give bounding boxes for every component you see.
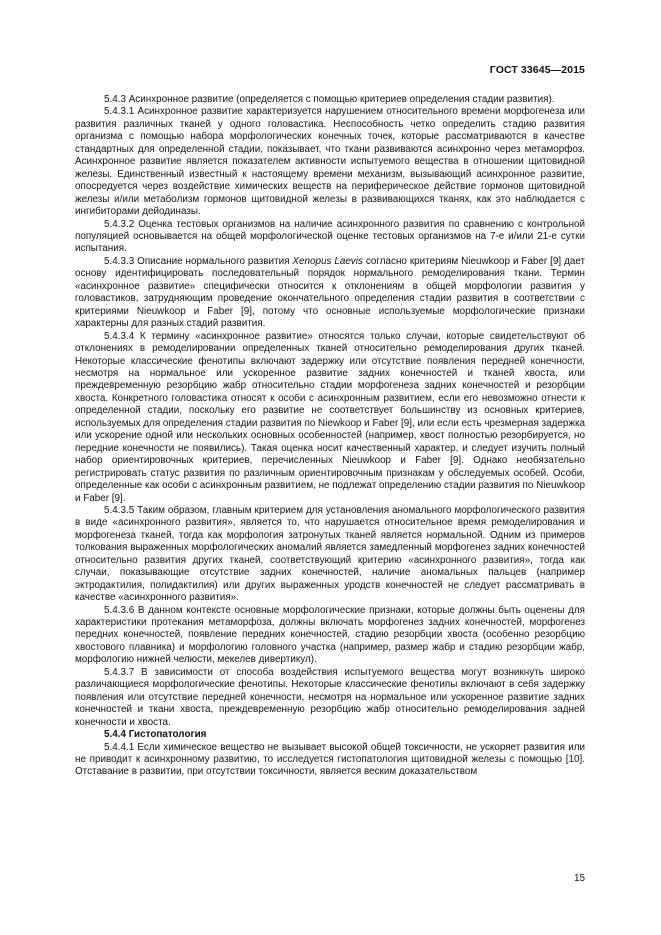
paragraph-5-4-3-4: 5.4.3.4 К термину «асинхронное развитие» относятся только случаи, которые свидетельствуют об отклонениях в ремоделировании определенных тканей относительно ремоделирования других тканей. Некоторые классические фенотипы включают задержку или отсутствие появления передней конечности, несмотря на нормальное или ускоренное развитие задних конечностей и тканей хвоста, или преждевременную резорбцию жабр относительно стадии морфогенеза задних конечностей и резорбции хвоста. Конкретного головастика относят к особи с асинхронным развитием, если его невозможно отнести к определенной стадии, поскольку его развитие не соответствует большинству из основных критериев, используемых для определения стадии развития по Niewkoop и Faber [9], или если есть чрезмерная задержка или ускорение одной или нескольких основных особенностей (например, хвост полностью резорбируется, но передние конечности не появились). Такая оценка носит качественный характер, и следует изучить полный набор ориентировочных критериев, перечисленных Nieuwkoop и Faber [9]. Однако необязательно регистрировать статус развития по различным ориентировочным признакам у обследуемых особей. Особи, определенные как особи с асинхронным развитием, не подлежат определению стадии развития по Nieuwkoop и Faber [9]. [75,330,585,504]
paragraph-5-4-3-5: 5.4.3.5 Таким образом, главным критерием для установления аномального морфологического развития в виде «асинхронного развития», является то, что нарушается относительное время ремоделирования и морфогенеза тканей, тогда как морфология затронутых тканей является нормальной. Одним из примеров толкования выраженных морфологических аномалий является замедленный морфогенез задних конечностей относительно развития других тканей, соответствующий критерию «асинхронного развития», тогда как случаи, показывающие отсутствие задних конечностей, наличие аномальных пальцев (например эктродактилия, полидактилия) или других выраженных уродств конечностей не следует рассматривать в качестве «асинхронного развития». [75,504,585,604]
section-heading-histopathology: 5.4.4 Гистопатология [104,729,207,741]
paragraph-5-4-3-2: 5.4.3.2 Оценка тестовых организмов на наличие асинхронного развития по сравнению с контрольной популяцией основывается на общей морфологической оценке тестовых организмов на 7-е и/или 21-е сутки испытания. [75,218,585,255]
paragraph-5-4-3-7: 5.4.3.7 В зависимости от способа воздействия испытуемого вещества могут возникнуть широко различающиеся морфологические фенотипы. Некоторые классические фенотипы включают в себя задержку появления или отсутствие передней конечности, несмотря на нормальное или ускоренное развитие задних конечностей и ткани хвоста, преждевременную резорбцию жабр относительно ремоделирования задней конечности и хвоста. [75,666,585,728]
paragraph-5-4-4-1: 5.4.4.1 Если химическое вещество не вызывает высокой общей токсичности, не ускоряет развития или не приводит к асинхронному развитию, то исследуется гистопатология щитовидной железы с помощью [10]. Отставание в развитии, при отсутствии токсичности, является веским доказательством [75,741,585,778]
document-code-header: ГОСТ 33645—2015 [489,64,585,76]
document-body [75,94,585,779]
paragraph-5-4-3-1: 5.4.3.1 Асинхронное развитие характеризуется нарушением относительного времени морфогенеза или развития различных тканей у одного головастика. Неспособность четко определить стадию развития организма с помощью набора морфологических конечных точек, которые рассматриваются в качестве стандартных для определенной стадии, показывает, что ткани развиваются асинхронно через метаморфоз. Асинхронное развитие является показателем активности испытуемого вещества в отношении щитовидной железы. Единственный известный к настоящему времени механизм, вызывающий асинхронное развитие, опосредуется через воздействие химических веществ на периферическое действие гормонов щитовидной железы и/или метаболизм гормонов щитовидной железы в развивающихся тканях, как это наблюдается с ингибиторами дейодиназы. [75,106,585,218]
paragraph-5-4-3-3-start: 5.4.3.3 Описание нормального развития [104,255,293,267]
page-number: 15 [574,873,585,884]
paragraph-5-4-3-3-rest: согласно критериям Nieuwkoop и Faber [9] дает основу идентифицировать последовательный порядок нормального ремоделирования ткани. Термин «асинхронное развитие» специфически относится к отклонениям в общей морфологии развития у головастиков, затрудняющим проведение окончательного определения стадии развития в соответствии с критериями Nieuwkoop и Faber [9], потому что основные используемые морфологические признаки характерны для разных стадий развития. [75,255,586,330]
species-name-italic: Xenopus Laevis [292,255,363,267]
paragraph-5-4-3-3 [75,256,585,331]
paragraph-5-4-3-6: 5.4.3.6 В данном контексте основные морфологические признаки, которые должны быть оценены для характеристики протекания метаморфоза, должны включать морфогенез задних конечностей, морфогенез передних конечностей, появление передних конечностей, стадию резорбции хвоста (особенно резорбцию хвостового плавника) и морфологию головного участка (например, размер жабр и стадию резорбции жабр, морфологию нижней челюсти, мекелев дивертикул). [75,604,585,666]
paragraph-5-4-3: 5.4.3 Асинхронное развитие (определяется с помощью критериев определения стадии развития). [104,94,555,105]
